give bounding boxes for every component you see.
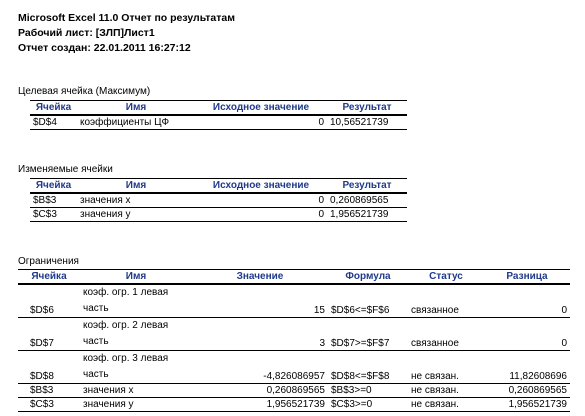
constraints-section-title: Ограничения: [18, 256, 79, 267]
cell-ref: $D$6: [30, 305, 54, 316]
cell-initial: 0: [318, 209, 324, 220]
cell-value: 0,260869565: [266, 385, 325, 396]
col-header-initial: Исходное значение: [195, 101, 327, 116]
cell-result: 10,56521739: [330, 117, 389, 128]
cell-initial: 0: [318, 117, 324, 128]
cell-status: связанное: [411, 338, 459, 349]
col-header-name: Имя: [80, 270, 192, 285]
col-header-name: Имя: [77, 179, 195, 194]
col-header-status: Статус: [408, 270, 484, 285]
cell-status: не связан.: [411, 385, 459, 396]
cell-formula: $B$3>=0: [331, 385, 372, 396]
cell-name: коэф. огр. 2 левая часть: [83, 320, 169, 347]
col-header-value: Значение: [192, 270, 328, 285]
constraints-table: [18, 269, 570, 412]
cell-name: значения x: [83, 385, 134, 396]
col-header-result: Результат: [327, 179, 407, 194]
table-row: [30, 115, 407, 130]
cell-diff: 0: [561, 305, 567, 316]
cell-value: 3: [319, 338, 325, 349]
cell-name: коэф. огр. 3 левая часть: [83, 353, 169, 380]
worksheet-line: Рабочий лист: [ЗЛП]Лист1: [18, 27, 155, 39]
col-header-diff: Разница: [484, 270, 570, 285]
cell-status: не связан.: [411, 399, 459, 410]
cell-diff: 1,956521739: [508, 399, 567, 410]
target-section-title: Целевая ячейка (Максимум): [18, 86, 151, 97]
col-header-formula: Формула: [328, 270, 408, 285]
cell-formula: $D$7>=$F$7: [331, 338, 390, 349]
cell-status: связанное: [411, 305, 459, 316]
col-header-cell: Ячейка: [30, 101, 77, 116]
cell-ref: $D$7: [30, 338, 54, 349]
cell-formula: $C$3>=0: [331, 399, 373, 410]
col-header-result: Результат: [327, 101, 407, 116]
cell-ref: $C$3: [33, 209, 57, 220]
target-table: [30, 100, 407, 130]
table-row: [18, 351, 570, 384]
table-row: [18, 284, 570, 318]
table-row: [18, 384, 570, 398]
table-row: [30, 193, 407, 208]
cell-name: значения y: [83, 399, 134, 410]
col-header-initial: Исходное значение: [195, 179, 327, 194]
cell-name: значения y: [80, 209, 131, 220]
report-header: [18, 11, 235, 56]
cell-value: 1,956521739: [266, 399, 325, 410]
cell-diff: 0,260869565: [508, 385, 567, 396]
cell-value: 15: [313, 305, 325, 316]
adjustable-section-title: Изменяемые ячейки: [18, 164, 113, 175]
cell-name: коэффициенты ЦФ: [80, 117, 170, 128]
col-header-cell: Ячейка: [30, 179, 77, 194]
report-title: Microsoft Excel 11.0 Отчет по результатам: [18, 12, 235, 24]
col-header-cell: Ячейка: [18, 270, 80, 285]
cell-formula: $D$6<=$F$6: [331, 305, 390, 316]
cell-ref: $B$3: [33, 195, 57, 206]
table-row: [30, 208, 407, 222]
table-row: [18, 318, 570, 351]
cell-result: 0,260869565: [330, 195, 389, 206]
cell-diff: 0: [561, 338, 567, 349]
cell-result: 1,956521739: [330, 209, 389, 220]
cell-ref: $D$4: [33, 117, 57, 128]
col-header-name: Имя: [77, 101, 195, 116]
cell-name: коэф. огр. 1 левая часть: [83, 287, 169, 314]
table-row: [18, 398, 570, 412]
cell-value: -4,826086957: [263, 371, 325, 382]
cell-ref: $D$8: [30, 371, 54, 382]
adjustable-table: [30, 178, 407, 222]
cell-ref: $B$3: [30, 385, 54, 396]
cell-ref: $C$3: [30, 399, 54, 410]
cell-diff: 11,82608696: [509, 371, 567, 382]
cell-name: значения x: [80, 195, 131, 206]
cell-status: не связан.: [411, 371, 459, 382]
cell-initial: 0: [318, 195, 324, 206]
created-line: Отчет создан: 22.01.2011 16:27:12: [18, 42, 191, 54]
cell-formula: $D$8<=$F$8: [331, 371, 390, 382]
